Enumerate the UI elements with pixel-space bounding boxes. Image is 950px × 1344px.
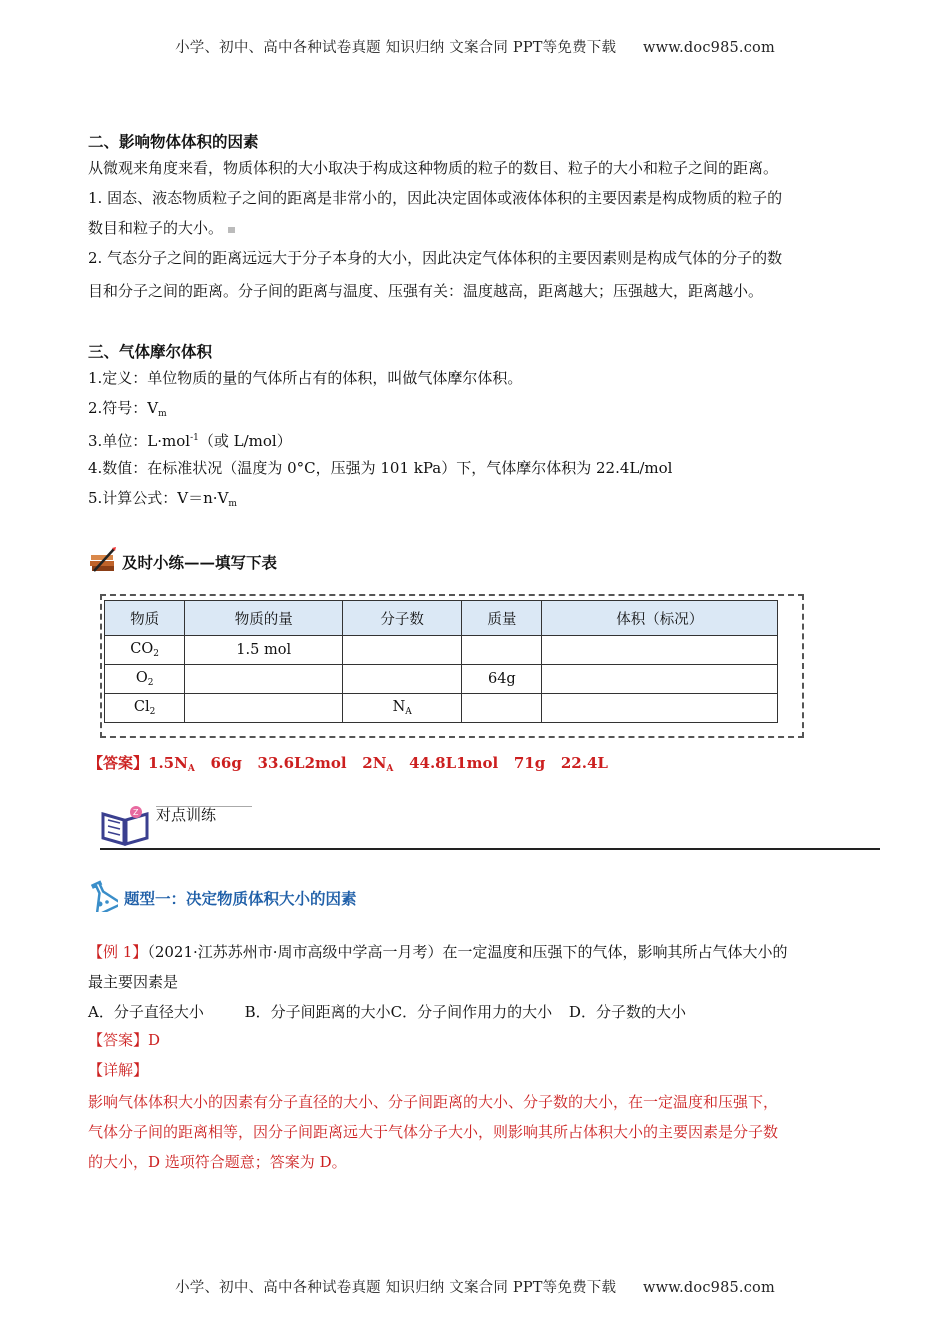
option-b[interactable]: B．分子间距离的大小 — [244, 1003, 391, 1021]
flask-icon — [88, 880, 118, 916]
cell-substance: $CO_2$ — [105, 636, 185, 665]
formula-sub: m — [228, 499, 237, 509]
section3-value: 4.数值：在标准状况（温度为 0°C，压强为 101 kPa）下，气体摩尔体积为 22.4L/mol — [88, 459, 673, 477]
example-answer-value: D — [148, 1031, 161, 1049]
cell-amount[interactable] — [185, 665, 343, 694]
table-row — [105, 694, 778, 723]
training-title: 对点训练 — [156, 806, 217, 824]
page-footer — [0, 1276, 950, 1297]
example-answer-label: 【答案】 — [88, 1031, 149, 1049]
footer-text: 小学、初中、高中各种试卷真题 知识归纳 文案合同 PPT等免费下载 — [175, 1280, 617, 1296]
cell-amount[interactable] — [185, 694, 343, 723]
answer-part3: 44.8L1mol 71g 22.4L — [393, 754, 608, 772]
example-stem-text: （2021·江苏苏州市·周市高级中学高一月考）在一定温度和压强下的气体，影响其所占气体大小的 — [147, 943, 788, 961]
cell-mass[interactable]: 64g — [462, 665, 542, 694]
section2-p2-line2: 目和分子之间的距离。分子间的距离与温度、压强有关：温度越高，距离越大；压强越大，距离越小。 — [88, 282, 764, 300]
cell-volume[interactable] — [542, 636, 778, 665]
cell-molecules[interactable] — [343, 665, 462, 694]
header-text: 小学、初中、高中各种试卷真题 知识归纳 文案合同 PPT等免费下载 — [175, 40, 617, 56]
section3-symbol — [88, 398, 868, 424]
header-site[interactable]: www.doc985.com — [642, 40, 775, 56]
example-detail-line2: 气体分子间的距离相等，因分子间距离远大于气体分子大小，则影响其所占体积大小的主要因素是分子数 — [88, 1123, 779, 1141]
practice-heading — [88, 546, 277, 578]
header-molecules: 分子数 — [343, 601, 462, 636]
option-d[interactable]: D．分子数的大小 — [568, 1003, 686, 1021]
example-label: 【例 1】 — [88, 943, 148, 961]
cell-substance: $Cl_2$ — [105, 694, 185, 723]
example-detail-label: 【详解】 — [88, 1061, 149, 1079]
section2-p2-line1: 2. 气态分子之间的距离远远大于分子本身的大小，因此决定气体体积的主要因素则是构成气体的分子的数 — [88, 249, 783, 267]
unit-text: 3.单位：L·mol — [88, 432, 191, 450]
section3-title: 三、气体摩尔体积 — [88, 342, 213, 361]
answer-part1-sub: A — [187, 764, 195, 774]
cell-amount[interactable]: 1.5 mol — [185, 636, 343, 665]
table-row — [105, 636, 778, 665]
svg-text:Z: Z — [133, 808, 139, 817]
example-options — [88, 1002, 868, 1022]
cell-volume[interactable] — [542, 694, 778, 723]
answer-part2: 66g 33.6L2mol 2N — [194, 754, 387, 772]
option-c[interactable]: C．分子间作用力的大小 — [390, 1003, 553, 1021]
answer-label: 【答案】 — [88, 754, 149, 772]
example-answer — [88, 1030, 868, 1050]
table-header-row — [105, 601, 778, 636]
page-header — [0, 36, 950, 57]
table-row — [105, 665, 778, 694]
training-heading — [100, 800, 880, 852]
section2-intro: 从微观来角度来看，物质体积的大小取决于构成这种物质的粒子的数目、粒子的大小和粒子之间的距离。 — [88, 159, 779, 177]
section2-p1-line1: 1. 固态、液态物质粒子之间的距离是非常小的，因此决定固体或液体体积的主要因素是构成物质的粒子的 — [88, 189, 783, 207]
cell-molecules[interactable]: $N_A$ — [343, 694, 462, 723]
section2-p1-line2 — [88, 218, 868, 238]
symbol-sub: m — [158, 409, 167, 419]
cell-molecules[interactable] — [343, 636, 462, 665]
pencil-books-icon — [88, 547, 118, 577]
section3-definition: 1.定义：单位物质的量的气体所占有的体积，叫做气体摩尔体积。 — [88, 369, 523, 387]
practice-title: 及时小练——填写下表 — [122, 553, 278, 572]
type1-title: 题型一：决定物质体积大小的因素 — [124, 890, 357, 908]
header-amount: 物质的量 — [185, 601, 343, 636]
answer-part2-sub: A — [386, 764, 394, 774]
example-stem-line2: 最主要因素是 — [88, 973, 179, 991]
answer-part1: 1.5N — [148, 754, 188, 772]
practice-answer — [88, 752, 608, 774]
option-a[interactable]: A．分子直径大小 — [88, 1003, 204, 1021]
unit-sup: -1 — [190, 433, 199, 443]
section2-p1-line2-text: 数目和粒子的大小。 — [88, 219, 224, 237]
header-volume: 体积（标况） — [542, 601, 778, 636]
header-mass: 质量 — [462, 601, 542, 636]
footer-site[interactable]: www.doc985.com — [642, 1280, 775, 1296]
section2-title: 二、影响物体体积的因素 — [88, 132, 259, 151]
unit-suffix: （或 L/mol） — [198, 432, 292, 450]
example-stem-line1 — [88, 942, 868, 962]
cell-mass[interactable] — [462, 694, 542, 723]
watermark-mark-icon — [228, 227, 235, 233]
header-substance: 物质 — [105, 601, 185, 636]
example-detail-line3: 的大小，D 选项符合题意；答案为 D。 — [88, 1153, 347, 1171]
cell-mass[interactable] — [462, 636, 542, 665]
open-book-icon — [100, 804, 150, 850]
type1-heading — [88, 880, 357, 916]
cell-volume[interactable] — [542, 665, 778, 694]
example-detail-line1: 影响气体体积大小的因素有分子直径的大小、分子间距离的大小、分子数的大小，在一定温度和压强下， — [88, 1093, 779, 1111]
section3-unit — [88, 428, 868, 451]
practice-table — [104, 600, 778, 723]
symbol-text: 2.符号：V — [88, 399, 159, 417]
formula-text: 5.计算公式：V＝n·V — [88, 489, 229, 507]
section3-formula — [88, 488, 868, 514]
cell-substance: $O_2$ — [105, 665, 185, 694]
training-rule — [100, 848, 880, 850]
